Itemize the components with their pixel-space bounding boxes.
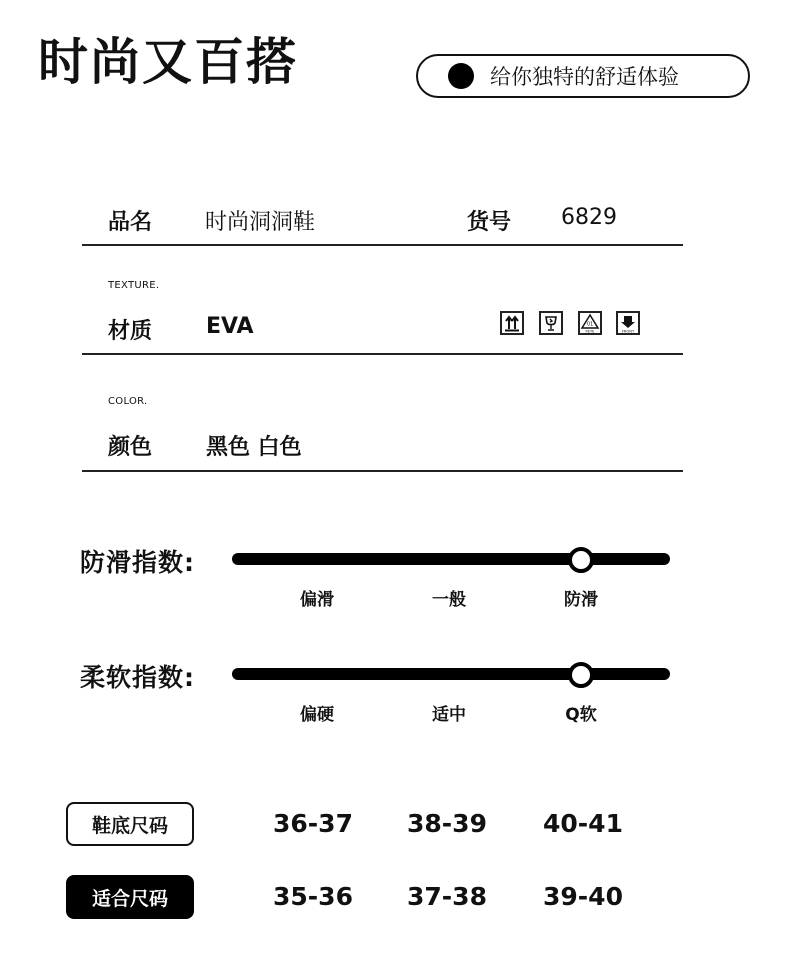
slip-index-track	[232, 553, 670, 565]
name-value: 时尚洞洞鞋	[205, 210, 316, 235]
slip-index-label: 防滑指数:	[80, 548, 195, 577]
item-no-label: 货号	[467, 210, 512, 235]
color-caption: COLOR.	[108, 396, 148, 407]
softness-index-label: 柔软指数:	[80, 663, 195, 692]
fit-size-1: 35-36	[273, 882, 353, 911]
shoe-size-label: 鞋底尺码	[66, 802, 194, 846]
bullet-dot-icon	[448, 63, 474, 89]
softness-index-marker	[568, 662, 594, 688]
recycle-code-text: PETE	[585, 329, 595, 333]
slip-index-marker	[568, 547, 594, 573]
this-way-up-icon	[500, 311, 524, 335]
recycle-pete-icon	[578, 311, 602, 335]
divider	[82, 244, 683, 246]
divider	[82, 470, 683, 472]
fragile-icon	[539, 311, 563, 335]
softness-tick-mid: 适中	[432, 705, 466, 725]
slip-tick-mid: 一般	[432, 590, 466, 610]
material-label: 材质	[108, 319, 153, 344]
material-value: EVA	[206, 314, 254, 339]
softness-index-track	[232, 668, 670, 680]
recycle-number-text: 01	[586, 321, 594, 328]
front-arrow-icon	[616, 311, 640, 335]
fit-size-2: 37-38	[407, 882, 487, 911]
color-label: 颜色	[108, 435, 153, 460]
name-label: 品名	[108, 210, 153, 235]
fit-size-label: 适合尺码	[66, 875, 194, 919]
shoe-size-1: 36-37	[273, 809, 353, 838]
divider	[82, 353, 683, 355]
softness-tick-low: 偏硬	[300, 705, 334, 725]
front-text: FRONT	[621, 329, 635, 333]
item-no-value: 6829	[561, 205, 617, 230]
shoe-size-2: 38-39	[407, 809, 487, 838]
tagline-text: 给你独特的舒适体验	[490, 65, 679, 89]
slip-tick-low: 偏滑	[300, 590, 334, 610]
texture-caption: TEXTURE.	[108, 280, 160, 291]
softness-tick-high: Q软	[565, 705, 597, 725]
fit-size-3: 39-40	[543, 882, 623, 911]
slip-tick-high: 防滑	[564, 590, 598, 610]
page-title: 时尚又百搭	[38, 33, 298, 91]
tagline-pill	[416, 54, 750, 98]
shoe-size-3: 40-41	[543, 809, 623, 838]
color-value: 黑色 白色	[206, 435, 302, 460]
